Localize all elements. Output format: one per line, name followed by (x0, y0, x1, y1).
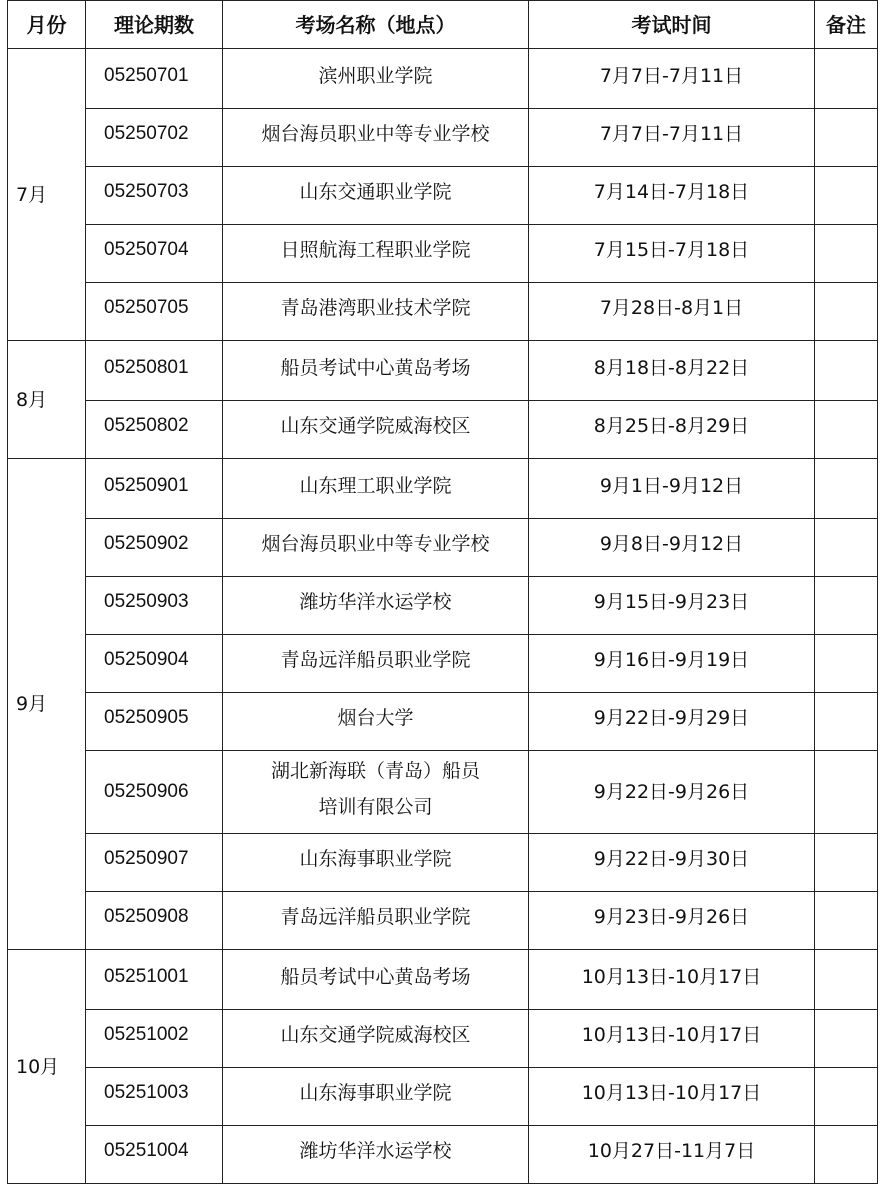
month-cell: 7月 (8, 49, 86, 341)
venue-cell: 青岛港湾职业技术学院 (223, 283, 529, 341)
table-row (8, 892, 878, 950)
note-cell (815, 459, 878, 519)
exam-time-cell: 7月15日-7月18日 (529, 225, 815, 283)
exam-time-cell: 9月8日-9月12日 (529, 519, 815, 577)
note-cell (815, 49, 878, 109)
theory-id-cell: 05250704 (86, 225, 223, 283)
exam-time-cell: 9月22日-9月30日 (529, 834, 815, 892)
table-row (8, 950, 878, 1010)
header-venue: 考场名称（地点） (223, 1, 529, 49)
exam-time-cell: 9月22日-9月26日 (529, 751, 815, 834)
exam-time-cell: 9月16日-9月19日 (529, 635, 815, 693)
exam-schedule-table (7, 0, 878, 1184)
note-cell (815, 167, 878, 225)
table-row (8, 1126, 878, 1184)
note-cell (815, 401, 878, 459)
theory-id-cell: 05251004 (86, 1126, 223, 1184)
header-month: 月份 (8, 1, 86, 49)
note-cell (815, 519, 878, 577)
venue-cell: 潍坊华洋水运学校 (223, 1126, 529, 1184)
venue-cell (223, 751, 529, 834)
month-cell: 10月 (8, 950, 86, 1184)
theory-id-cell: 05251002 (86, 1010, 223, 1068)
theory-id-cell: 05250802 (86, 401, 223, 459)
table-row (8, 1068, 878, 1126)
note-cell (815, 1010, 878, 1068)
note-cell (815, 751, 878, 834)
venue-cell: 船员考试中心黄岛考场 (223, 950, 529, 1010)
exam-time-cell: 9月1日-9月12日 (529, 459, 815, 519)
header-note: 备注 (815, 1, 878, 49)
theory-id-cell: 05250701 (86, 49, 223, 109)
note-cell (815, 283, 878, 341)
exam-time-cell: 7月14日-7月18日 (529, 167, 815, 225)
venue-cell: 山东理工职业学院 (223, 459, 529, 519)
theory-id-cell: 05250908 (86, 892, 223, 950)
exam-time-cell: 7月7日-7月11日 (529, 49, 815, 109)
venue-cell: 烟台大学 (223, 693, 529, 751)
note-cell (815, 225, 878, 283)
note-cell (815, 577, 878, 635)
header-time: 考试时间 (529, 1, 815, 49)
table-row (8, 519, 878, 577)
theory-id-cell: 05250904 (86, 635, 223, 693)
exam-time-cell: 10月27日-11月7日 (529, 1126, 815, 1184)
venue-cell: 滨州职业学院 (223, 49, 529, 109)
table-row (8, 459, 878, 519)
exam-time-cell: 7月7日-7月11日 (529, 109, 815, 167)
exam-time-cell: 9月15日-9月23日 (529, 577, 815, 635)
table-body (8, 49, 878, 1184)
theory-id-cell: 05250801 (86, 341, 223, 401)
theory-id-cell: 05250902 (86, 519, 223, 577)
table-row (8, 225, 878, 283)
theory-id-cell: 05250901 (86, 459, 223, 519)
venue-cell: 山东海事职业学院 (223, 834, 529, 892)
note-cell (815, 834, 878, 892)
table-row (8, 109, 878, 167)
month-cell: 9月 (8, 459, 86, 950)
theory-id-cell: 05250705 (86, 283, 223, 341)
exam-time-cell: 8月18日-8月22日 (529, 341, 815, 401)
note-cell (815, 693, 878, 751)
exam-time-cell: 10月13日-10月17日 (529, 950, 815, 1010)
theory-id-cell: 05250906 (86, 751, 223, 834)
table-row (8, 341, 878, 401)
venue-cell: 青岛远洋船员职业学院 (223, 892, 529, 950)
note-cell (815, 950, 878, 1010)
venue-cell: 山东交通学院威海校区 (223, 1010, 529, 1068)
venue-cell: 烟台海员职业中等专业学校 (223, 519, 529, 577)
theory-id-cell: 05250702 (86, 109, 223, 167)
exam-time-cell: 10月13日-10月17日 (529, 1010, 815, 1068)
note-cell (815, 635, 878, 693)
month-cell: 8月 (8, 341, 86, 459)
note-cell (815, 341, 878, 401)
venue-cell: 潍坊华洋水运学校 (223, 577, 529, 635)
table-row (8, 401, 878, 459)
venue-cell: 山东交通职业学院 (223, 167, 529, 225)
note-cell (815, 892, 878, 950)
exam-time-cell: 10月13日-10月17日 (529, 1068, 815, 1126)
venue-cell: 山东海事职业学院 (223, 1068, 529, 1126)
venue-line-1: 湖北新海联（青岛）船员 (270, 760, 480, 782)
theory-id-cell: 05250907 (86, 834, 223, 892)
table-row (8, 693, 878, 751)
note-cell (815, 1068, 878, 1126)
table-row (8, 167, 878, 225)
header-theory-id: 理论期数 (86, 1, 223, 49)
venue-cell: 山东交通学院威海校区 (223, 401, 529, 459)
theory-id-cell: 05251003 (86, 1068, 223, 1126)
table-row (8, 751, 878, 834)
theory-id-cell: 05251001 (86, 950, 223, 1010)
table-row (8, 283, 878, 341)
venue-cell: 青岛远洋船员职业学院 (223, 635, 529, 693)
theory-id-cell: 05250703 (86, 167, 223, 225)
venue-cell: 日照航海工程职业学院 (223, 225, 529, 283)
exam-time-cell: 9月23日-9月26日 (529, 892, 815, 950)
table-row (8, 834, 878, 892)
table-row (8, 1010, 878, 1068)
header-row (8, 1, 878, 49)
exam-time-cell: 8月25日-8月29日 (529, 401, 815, 459)
theory-id-cell: 05250905 (86, 693, 223, 751)
table-row (8, 577, 878, 635)
venue-cell: 烟台海员职业中等专业学校 (223, 109, 529, 167)
venue-cell: 船员考试中心黄岛考场 (223, 341, 529, 401)
table-row (8, 635, 878, 693)
table-row (8, 49, 878, 109)
note-cell (815, 109, 878, 167)
venue-line-2: 培训有限公司 (318, 796, 433, 818)
exam-time-cell: 9月22日-9月29日 (529, 693, 815, 751)
theory-id-cell: 05250903 (86, 577, 223, 635)
note-cell (815, 1126, 878, 1184)
exam-time-cell: 7月28日-8月1日 (529, 283, 815, 341)
